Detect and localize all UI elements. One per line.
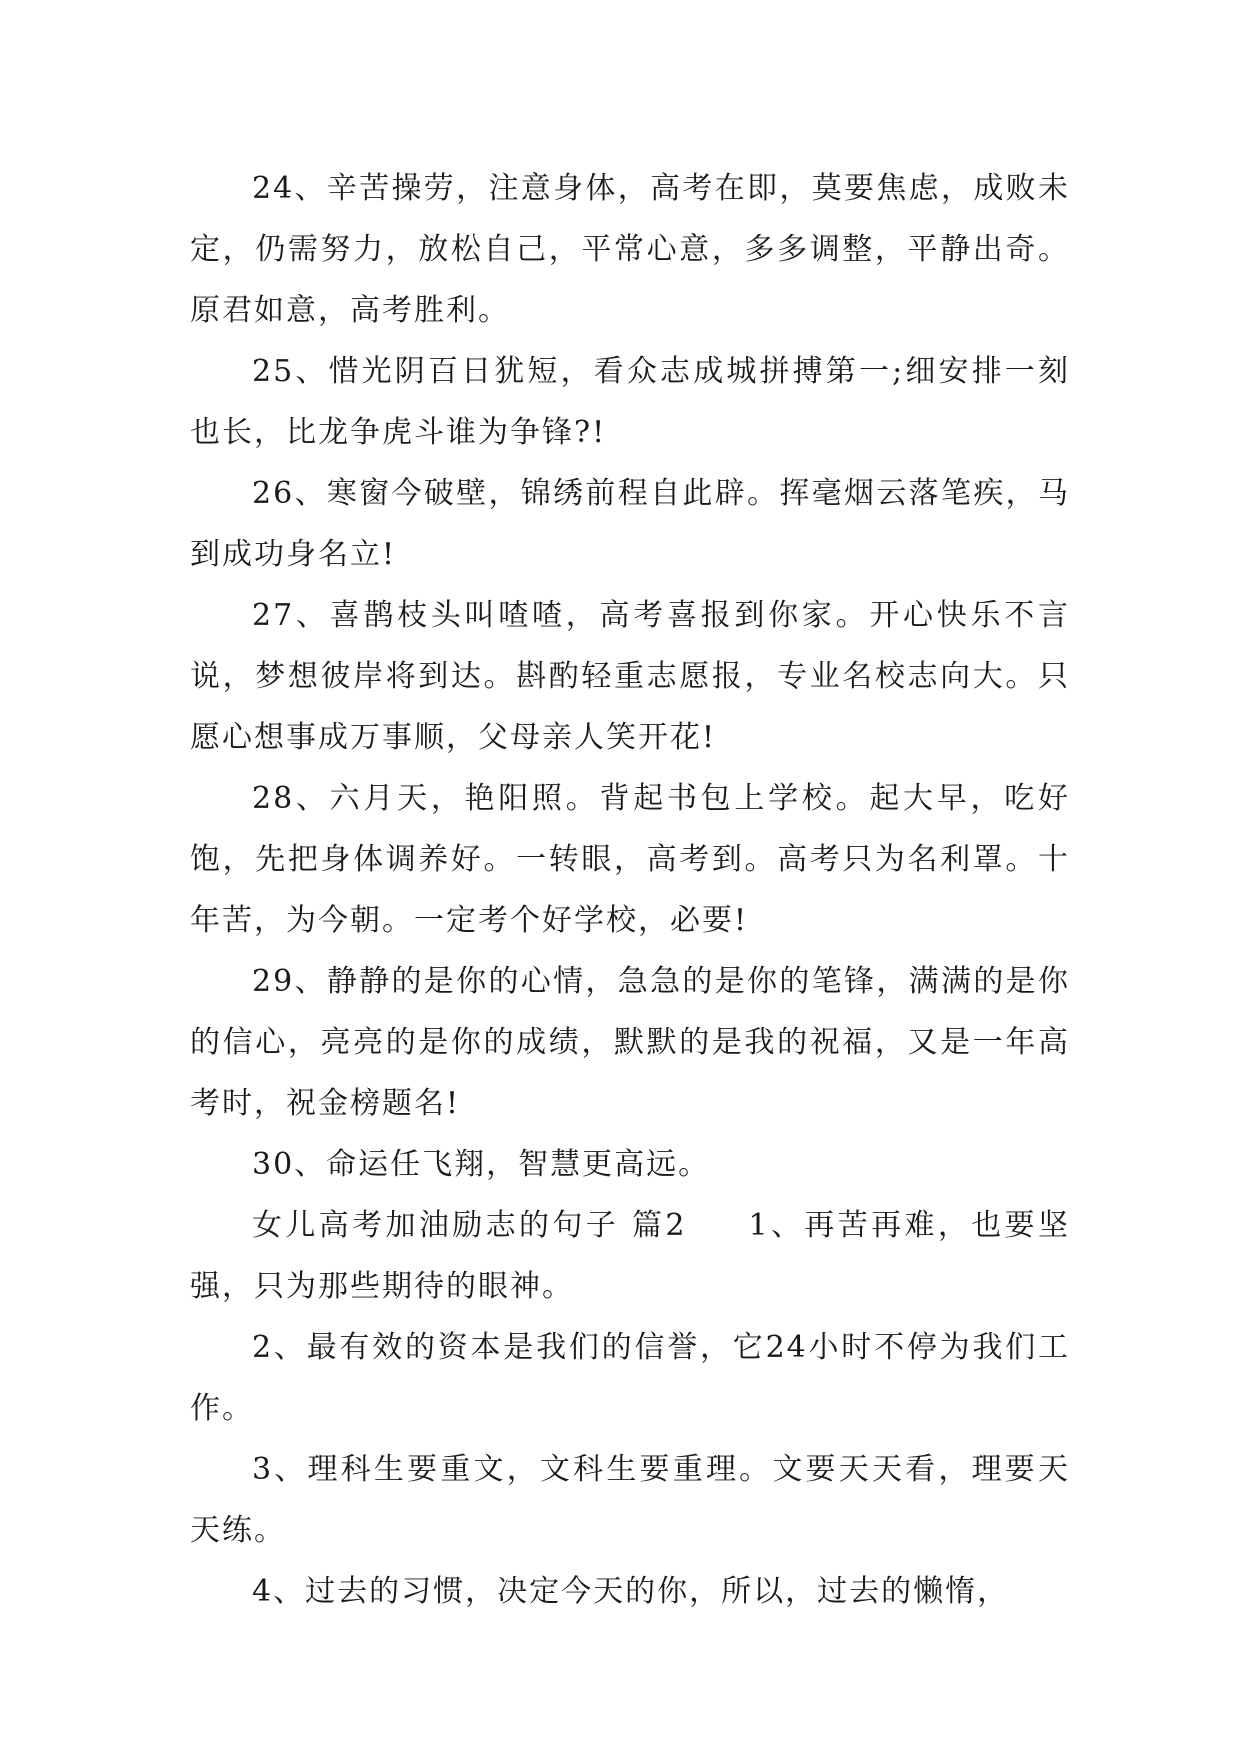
document-body [190, 158, 1070, 1622]
section-first-item: 1、再苦再难，也要坚强，只为那些期待的眼神。 [190, 1208, 1071, 1304]
paragraph-27: 27、喜鹊枝头叫喳喳，高考喜报到你家。开心快乐不言说，梦想彼岸将到达。斟酌轻重志愿报，专业名校志向大。只愿心想事成万事顺，父母亲人笑开花! [190, 598, 1070, 755]
paragraph-3: 3、理科生要重文，文科生要重理。文要天天看，理要天天练。 [190, 1452, 1070, 1548]
paragraph-24: 24、辛苦操劳，注意身体，高考在即，莫要焦虑，成败未定，仍需努力，放松自己，平常心意，多多调整，平静出奇。原君如意，高考胜利。 [190, 171, 1070, 328]
paragraph-29: 29、静静的是你的心情，急急的是你的笔锋，满满的是你的信心，亮亮的是你的成绩，默默的是我的祝福，又是一年高考时，祝金榜题名! [190, 964, 1070, 1121]
section-heading-line [190, 1195, 1070, 1317]
paragraph-28: 28、六月天，艳阳照。背起书包上学校。起大早，吃好饱，先把身体调养好。一转眼，高考到。高考只为名利罩。十年苦，为今朝。一定考个好学校，必要! [190, 781, 1070, 938]
paragraph-25: 25、惜光阴百日犹短，看众志成城拼搏第一;细安排一刻也长，比龙争虎斗谁为争锋?! [190, 354, 1070, 450]
paragraph-26: 26、寒窗今破壁，锦绣前程自此辟。挥毫烟云落笔疾，马到成功身名立! [190, 476, 1070, 572]
paragraph-2: 2、最有效的资本是我们的信誉，它24小时不停为我们工作。 [190, 1330, 1070, 1426]
section-heading: 女儿高考加油励志的句子 篇2 [252, 1208, 687, 1243]
paragraph-4: 4、过去的习惯，决定今天的你，所以，过去的懒惰， [252, 1574, 1010, 1609]
paragraph-30: 30、命运任飞翔，智慧更高远。 [252, 1147, 711, 1182]
